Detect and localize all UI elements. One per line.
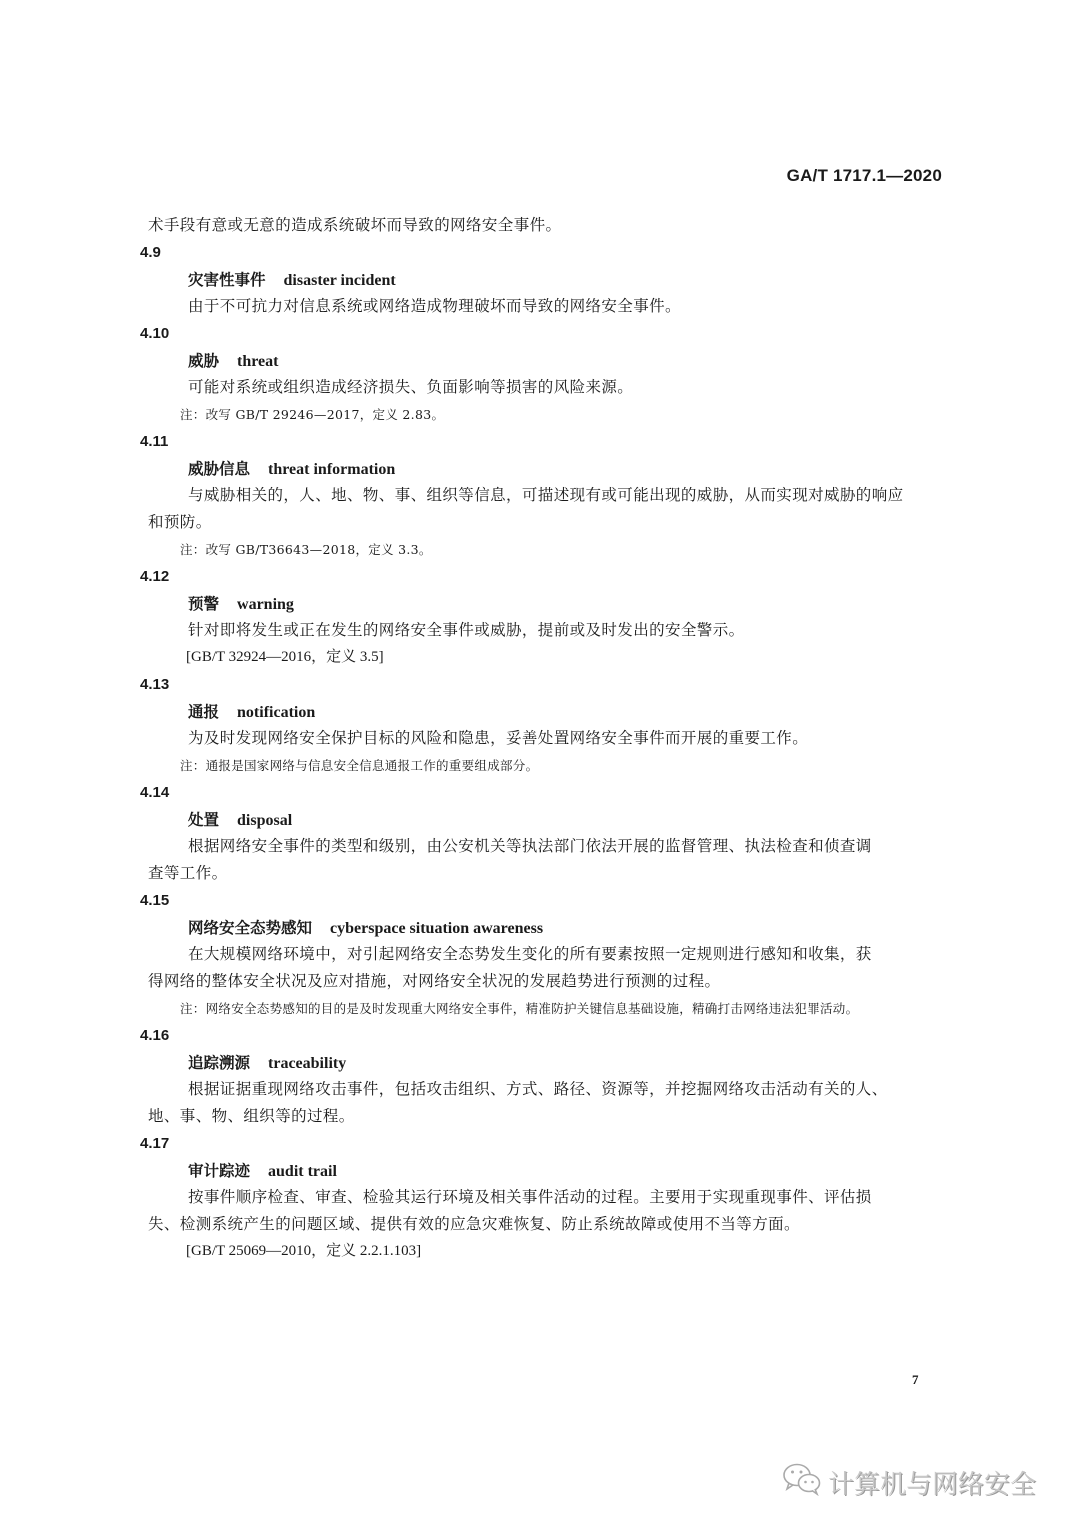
clause-number: 4.15	[140, 892, 170, 909]
term-heading	[188, 590, 944, 617]
term-heading	[188, 1157, 944, 1184]
term-en: notification	[237, 704, 316, 721]
term-heading	[188, 806, 944, 833]
note: 注：网络安全态势感知的目的是及时发现重大网络安全事件，精准防护关键信息基础设施，精确打击网络违法犯罪活动。	[180, 1001, 859, 1016]
definition: 根据证据重现网络攻击事件，包括攻击组织、方式、路径、资源等，并挖掘网络攻击活动有关的人、	[188, 1080, 888, 1098]
definition-continued: 和预防。	[148, 513, 212, 531]
clause-number: 4.16	[140, 1027, 170, 1044]
definition-continued: 地、事、物、组织等的过程。	[148, 1107, 355, 1125]
definition-continued: 失、检测系统产生的问题区域、提供有效的应急灾难恢复、防止系统故障或使用不当等方面。	[148, 1215, 800, 1233]
term-en: warning	[237, 596, 294, 613]
continuation-text: 术手段有意或无意的造成系统破坏而导致的网络安全事件。	[148, 216, 562, 234]
term-heading	[188, 455, 944, 482]
document-body	[140, 212, 944, 1265]
definition: 与威胁相关的，人、地、物、事、组织等信息，可描述现有或可能出现的威胁，从而实现对威胁的响应	[188, 486, 904, 504]
definition: 可能对系统或组织造成经济损失、负面影响等损害的风险来源。	[188, 378, 634, 396]
page-number: 7	[912, 1372, 919, 1387]
term-zh: 审计踪迹	[188, 1161, 251, 1180]
definition: 根据网络安全事件的类型和级别，由公安机关等执法部门依法开展的监督管理、执法检查和侦查调	[188, 837, 872, 855]
term-en: cyberspace situation awareness	[330, 920, 544, 937]
term-zh: 网络安全态势感知	[188, 918, 313, 937]
wechat-icon	[782, 1462, 822, 1503]
term-en: disaster incident	[283, 272, 396, 289]
term-en: audit trail	[268, 1163, 337, 1180]
clause-number: 4.13	[140, 676, 170, 693]
term-heading	[188, 347, 944, 374]
watermark	[782, 1462, 1036, 1503]
term-en: traceability	[268, 1055, 347, 1072]
definition-continued: 查等工作。	[148, 864, 228, 882]
term-zh: 威胁	[188, 351, 220, 370]
term-en: threat information	[268, 461, 396, 478]
watermark-text: 计算机与网络安全	[828, 1470, 1037, 1500]
term-zh: 追踪溯源	[188, 1053, 251, 1072]
definition: 在大规模网络环境中，对引起网络安全态势发生变化的所有要素按照一定规则进行感知和收集，获	[188, 945, 872, 963]
source-reference: [GB/T 25069—2010，定义 2.2.1.103]	[186, 1243, 422, 1259]
definition: 由于不可抗力对信息系统或网络造成物理破坏而导致的网络安全事件。	[188, 297, 681, 315]
term-zh: 威胁信息	[188, 459, 251, 478]
term-heading	[188, 914, 944, 941]
source-reference: [GB/T 32924—2016，定义 3.5]	[186, 649, 384, 665]
note: 注：改写 GB/T36643—2018，定义 3.3。	[180, 542, 432, 557]
definition: 按事件顺序检查、审查、检验其运行环境及相关事件活动的过程。主要用于实现重现事件、评估损	[188, 1188, 872, 1206]
clause-number: 4.9	[140, 244, 161, 261]
clause-number: 4.12	[140, 568, 170, 585]
term-zh: 预警	[188, 594, 220, 613]
term-zh: 灾害性事件	[188, 270, 266, 289]
term-heading	[188, 1049, 944, 1076]
clause-number: 4.11	[140, 433, 169, 450]
standard-code-header: GA/T 1717.1—2020	[786, 166, 942, 185]
term-en: threat	[237, 353, 279, 370]
definition: 为及时发现网络安全保护目标的风险和隐患，妥善处置网络安全事件而开展的重要工作。	[188, 729, 809, 747]
definition: 针对即将发生或正在发生的网络安全事件或威胁，提前或及时发出的安全警示。	[188, 621, 745, 639]
term-zh: 处置	[188, 810, 220, 829]
term-heading	[188, 266, 944, 293]
clause-number: 4.14	[140, 784, 170, 801]
term-zh: 通报	[188, 702, 220, 721]
term-en: disposal	[237, 812, 293, 829]
note: 注：通报是国家网络与信息安全信息通报工作的重要组成部分。	[180, 758, 539, 773]
term-heading	[188, 698, 944, 725]
clause-number: 4.10	[140, 325, 170, 342]
note: 注：改写 GB/T 29246—2017，定义 2.83。	[180, 407, 445, 422]
definition-continued: 得网络的整体安全状况及应对措施，对网络安全状况的发展趋势进行预测的过程。	[148, 972, 721, 990]
clause-number: 4.17	[140, 1135, 170, 1152]
